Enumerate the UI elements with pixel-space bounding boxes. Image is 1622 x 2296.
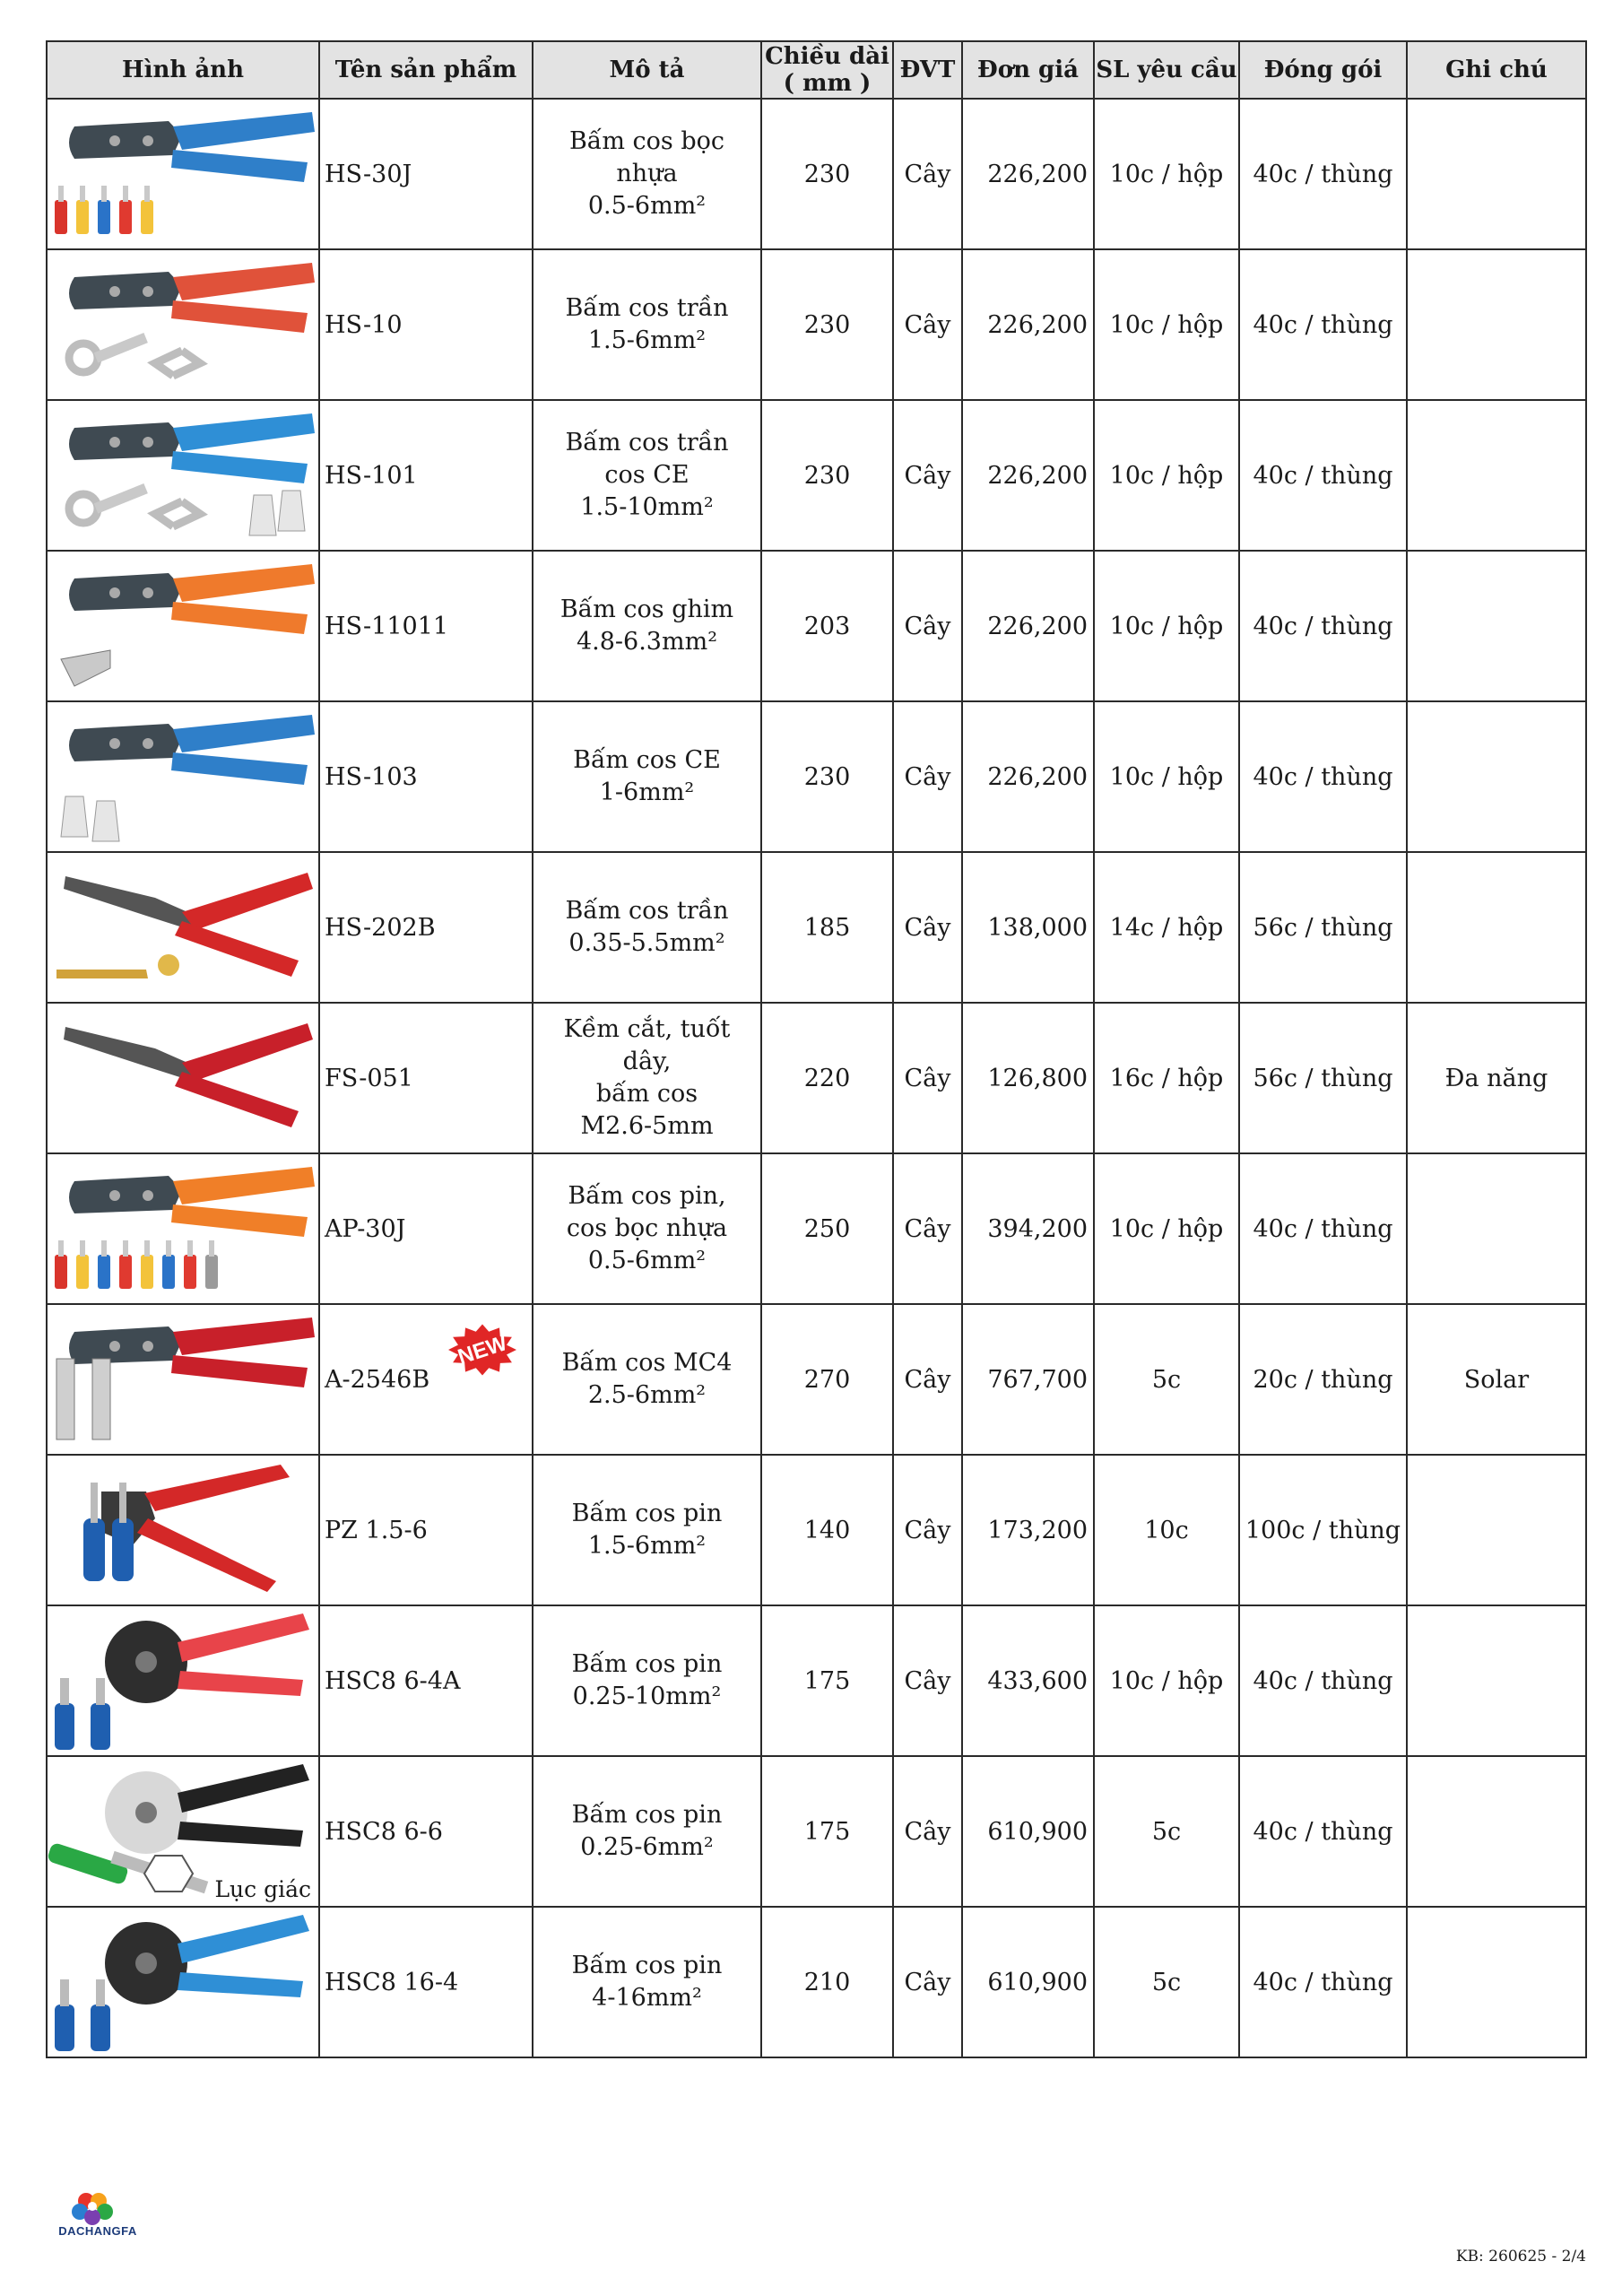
- length-cell: 210: [761, 1907, 893, 2057]
- product-name-cell: [319, 551, 533, 701]
- table-row: [47, 551, 1586, 701]
- product-image: [48, 1305, 317, 1454]
- description-line: 1.5-10mm²: [580, 493, 714, 521]
- table-row: [47, 701, 1586, 852]
- description-line: 4-16mm²: [592, 1984, 702, 2012]
- description-line: Bấm cos trần: [565, 294, 729, 322]
- product-image: [48, 401, 317, 550]
- length-cell: 270: [761, 1304, 893, 1455]
- length-cell: 250: [761, 1153, 893, 1304]
- unit-cell: Cây: [893, 400, 962, 551]
- note-cell: [1407, 1907, 1586, 2057]
- product-description: [533, 1455, 761, 1605]
- product-name: HS-11011: [325, 612, 449, 640]
- product-image-cell: [47, 1003, 319, 1153]
- price-cell: 138,000: [962, 852, 1094, 1003]
- product-image-cell: [47, 99, 319, 249]
- note-cell: [1407, 249, 1586, 400]
- description-line: 4.8-6.3mm²: [576, 628, 718, 656]
- product-name: HS-103: [325, 762, 418, 791]
- product-image-cell: [47, 551, 319, 701]
- description-line: 1.5-6mm²: [587, 1532, 707, 1560]
- crimper-illustration: [48, 1305, 317, 1454]
- product-image: [48, 100, 317, 248]
- product-image: [48, 250, 317, 399]
- product-image-cell: [47, 701, 319, 852]
- product-description: [533, 249, 761, 400]
- note-cell: [1407, 852, 1586, 1003]
- product-description: [533, 400, 761, 551]
- col-header-length: [761, 41, 893, 99]
- description-line: Bấm cos pin,: [568, 1182, 726, 1210]
- min-qty-cell: 10c / hộp: [1094, 400, 1239, 551]
- packing-cell: 40c / thùng: [1239, 551, 1407, 701]
- product-description: [533, 852, 761, 1003]
- length-cell: 175: [761, 1605, 893, 1756]
- col-header-packing: Đóng gói: [1239, 41, 1407, 99]
- product-description: [533, 1605, 761, 1756]
- description-line: bấm cos: [595, 1080, 698, 1108]
- packing-cell: 56c / thùng: [1239, 852, 1407, 1003]
- crimper-illustration: [48, 1456, 317, 1605]
- packing-cell: 40c / thùng: [1239, 99, 1407, 249]
- description-line: Bấm cos ghim: [559, 596, 734, 623]
- unit-cell: Cây: [893, 1907, 962, 2057]
- packing-cell: 40c / thùng: [1239, 701, 1407, 852]
- table-row: [47, 400, 1586, 551]
- table-row: [47, 1153, 1586, 1304]
- note-cell: [1407, 99, 1586, 249]
- price-cell: 126,800: [962, 1003, 1094, 1153]
- description-line: Bấm cos trần: [565, 429, 729, 457]
- description-line: Bấm cos MC4: [561, 1349, 733, 1377]
- unit-cell: Cây: [893, 1756, 962, 1907]
- product-name: HSC8 6-4A: [325, 1666, 461, 1695]
- product-name-cell: [319, 1605, 533, 1756]
- crimper-illustration: [48, 1606, 317, 1755]
- table-row: [47, 249, 1586, 400]
- product-description: [533, 551, 761, 701]
- packing-cell: 100c / thùng: [1239, 1455, 1407, 1605]
- packing-cell: 40c / thùng: [1239, 1756, 1407, 1907]
- product-image-cell: [47, 1153, 319, 1304]
- price-cell: 610,900: [962, 1907, 1094, 2057]
- min-qty-cell: 10c: [1094, 1455, 1239, 1605]
- product-image-cell: [47, 1605, 319, 1756]
- col-header-note: Ghi chú: [1407, 41, 1586, 99]
- min-qty-cell: 10c / hộp: [1094, 1153, 1239, 1304]
- min-qty-cell: 14c / hộp: [1094, 852, 1239, 1003]
- product-name: PZ 1.5-6: [325, 1516, 428, 1544]
- description-line: Bấm cos pin: [571, 1500, 723, 1527]
- description-line: Bấm cos pin: [571, 1801, 723, 1829]
- note-cell: [1407, 1455, 1586, 1605]
- new-badge-icon: [433, 1314, 532, 1386]
- image-tag: Lục giác: [214, 1876, 311, 1902]
- product-image-cell: [47, 1907, 319, 2057]
- product-description: [533, 1304, 761, 1455]
- crimper-illustration: [48, 401, 317, 550]
- product-image-cell: [47, 1304, 319, 1455]
- description-line: 2.5-6mm²: [587, 1381, 707, 1409]
- product-name-cell: [319, 1153, 533, 1304]
- crimper-illustration: [48, 250, 317, 399]
- product-description: [533, 1153, 761, 1304]
- description-line: Bấm cos trần: [565, 897, 729, 925]
- product-name-cell: [319, 701, 533, 852]
- product-name-cell: [319, 1756, 533, 1907]
- product-name-cell: [319, 852, 533, 1003]
- unit-cell: Cây: [893, 852, 962, 1003]
- table-row: [47, 1003, 1586, 1153]
- packing-cell: 40c / thùng: [1239, 400, 1407, 551]
- price-cell: 226,200: [962, 249, 1094, 400]
- description-line: 0.35-5.5mm²: [568, 929, 725, 957]
- min-qty-cell: 5c: [1094, 1756, 1239, 1907]
- packing-cell: 40c / thùng: [1239, 1153, 1407, 1304]
- description-line: Bấm cos bọc nhựa: [568, 127, 725, 187]
- price-table: [46, 40, 1587, 2058]
- note-cell: [1407, 1756, 1586, 1907]
- product-description: [533, 1003, 761, 1153]
- note-cell: [1407, 551, 1586, 701]
- packing-cell: 20c / thùng: [1239, 1304, 1407, 1455]
- description-line: Kềm cắt, tuốt dây,: [563, 1015, 731, 1075]
- table-body: [47, 99, 1586, 2057]
- description-line: Bấm cos pin: [571, 1952, 723, 1979]
- description-line: M2.6-5mm: [580, 1112, 714, 1140]
- unit-cell: Cây: [893, 1153, 962, 1304]
- min-qty-cell: 5c: [1094, 1907, 1239, 2057]
- product-description: [533, 1756, 761, 1907]
- product-name-cell: [319, 1455, 533, 1605]
- new-badge-label: NEW: [455, 1330, 510, 1370]
- description-line: cos CE: [604, 461, 690, 489]
- product-name-cell: [319, 99, 533, 249]
- unit-cell: Cây: [893, 99, 962, 249]
- min-qty-cell: 10c / hộp: [1094, 701, 1239, 852]
- product-description: [533, 701, 761, 852]
- length-cell: 230: [761, 99, 893, 249]
- price-cell: 226,200: [962, 99, 1094, 249]
- product-image-cell: [47, 1756, 319, 1907]
- product-image: [48, 1757, 317, 1906]
- product-image-cell: [47, 852, 319, 1003]
- product-image: [48, 1456, 317, 1605]
- price-cell: 226,200: [962, 400, 1094, 551]
- unit-cell: Cây: [893, 1455, 962, 1605]
- length-cell: 230: [761, 701, 893, 852]
- crimper-illustration: [48, 100, 317, 248]
- packing-cell: 56c / thùng: [1239, 1003, 1407, 1153]
- product-image: [48, 552, 317, 700]
- product-name-cell: [319, 249, 533, 400]
- product-image: [48, 702, 317, 851]
- min-qty-cell: 5c: [1094, 1304, 1239, 1455]
- description-line: 0.5-6mm²: [587, 1247, 707, 1274]
- crimper-illustration: [48, 552, 317, 700]
- length-cell: 230: [761, 400, 893, 551]
- product-image-cell: [47, 249, 319, 400]
- crimper-illustration: [48, 1004, 317, 1152]
- table-row: [47, 852, 1586, 1003]
- length-cell: 140: [761, 1455, 893, 1605]
- packing-cell: 40c / thùng: [1239, 1907, 1407, 2057]
- description-line: 1.5-6mm²: [587, 326, 707, 354]
- description-line: cos bọc nhựa: [566, 1214, 728, 1242]
- product-description: [533, 1907, 761, 2057]
- min-qty-cell: 10c / hộp: [1094, 99, 1239, 249]
- min-qty-cell: 16c / hộp: [1094, 1003, 1239, 1153]
- packing-cell: 40c / thùng: [1239, 1605, 1407, 1756]
- price-cell: 433,600: [962, 1605, 1094, 1756]
- min-qty-cell: 10c / hộp: [1094, 1605, 1239, 1756]
- product-image: [48, 1004, 317, 1152]
- price-cell: 767,700: [962, 1304, 1094, 1455]
- length-cell: 220: [761, 1003, 893, 1153]
- table-row: [47, 1605, 1586, 1756]
- product-image: [48, 1908, 317, 2057]
- unit-cell: Cây: [893, 249, 962, 400]
- crimper-illustration: [48, 702, 317, 851]
- crimper-illustration: [48, 853, 317, 1002]
- product-name: HSC8 16-4: [325, 1968, 459, 1996]
- col-header-length-text: Chiều dài ( mm ): [765, 43, 889, 97]
- length-cell: 175: [761, 1756, 893, 1907]
- product-name: HS-101: [325, 461, 418, 490]
- min-qty-cell: 10c / hộp: [1094, 551, 1239, 701]
- price-cell: 226,200: [962, 701, 1094, 852]
- product-name: A-2546B: [325, 1365, 430, 1394]
- product-name-cell: [319, 1003, 533, 1153]
- description-line: 0.25-10mm²: [572, 1683, 722, 1710]
- product-name: FS-051: [325, 1064, 413, 1092]
- packing-cell: 40c / thùng: [1239, 249, 1407, 400]
- col-header-desc: Mô tả: [533, 41, 761, 99]
- price-cell: 394,200: [962, 1153, 1094, 1304]
- description-line: 1-6mm²: [599, 778, 695, 806]
- unit-cell: Cây: [893, 1605, 962, 1756]
- product-image: [48, 853, 317, 1002]
- description-line: 0.25-6mm²: [580, 1833, 714, 1861]
- unit-cell: Cây: [893, 551, 962, 701]
- logo-text: DACHANGFA: [58, 2224, 137, 2238]
- product-name: AP-30J: [325, 1214, 406, 1243]
- product-image: [48, 1606, 317, 1755]
- document-code: KB: 260625 - 2/4: [1455, 2248, 1586, 2266]
- length-cell: 185: [761, 852, 893, 1003]
- product-name: HSC8 6-6: [325, 1817, 443, 1846]
- product-name: HS-202B: [325, 913, 436, 942]
- product-name-cell: [319, 1304, 533, 1455]
- col-header-name: Tên sản phẩm: [319, 41, 533, 99]
- col-header-unit: ĐVT: [893, 41, 962, 99]
- note-cell: Solar: [1407, 1304, 1586, 1455]
- note-cell: [1407, 1605, 1586, 1756]
- min-qty-cell: 10c / hộp: [1094, 249, 1239, 400]
- description-line: Bấm cos pin: [571, 1650, 723, 1678]
- product-name: HS-10: [325, 310, 403, 339]
- product-description: [533, 99, 761, 249]
- product-name-cell: [319, 1907, 533, 2057]
- col-header-min-qty: SL yêu cầu: [1094, 41, 1239, 99]
- unit-cell: Cây: [893, 1003, 962, 1153]
- table-row: [47, 1907, 1586, 2057]
- note-cell: [1407, 1153, 1586, 1304]
- product-name-cell: [319, 400, 533, 551]
- product-name: HS-30J: [325, 160, 412, 188]
- table-row: [47, 1756, 1586, 1907]
- description-line: 0.5-6mm²: [587, 192, 707, 220]
- crimper-illustration: [48, 1154, 317, 1303]
- length-cell: 230: [761, 249, 893, 400]
- note-cell: Đa năng: [1407, 1003, 1586, 1153]
- table-row: [47, 1304, 1586, 1455]
- unit-cell: Cây: [893, 1304, 962, 1455]
- company-logo: [39, 2188, 156, 2246]
- col-header-price: Đơn giá: [962, 41, 1094, 99]
- price-cell: 610,900: [962, 1756, 1094, 1907]
- table-header: [47, 41, 1586, 99]
- note-cell: [1407, 701, 1586, 852]
- price-cell: 173,200: [962, 1455, 1094, 1605]
- price-cell: 226,200: [962, 551, 1094, 701]
- note-cell: [1407, 400, 1586, 551]
- table-row: [47, 1455, 1586, 1605]
- col-header-image: Hình ảnh: [47, 41, 319, 99]
- product-image-cell: [47, 400, 319, 551]
- unit-cell: Cây: [893, 701, 962, 852]
- length-cell: 203: [761, 551, 893, 701]
- description-line: Bấm cos CE: [573, 746, 721, 774]
- product-image-cell: [47, 1455, 319, 1605]
- product-image: [48, 1154, 317, 1303]
- table-row: [47, 99, 1586, 249]
- crimper-illustration: [48, 1908, 317, 2057]
